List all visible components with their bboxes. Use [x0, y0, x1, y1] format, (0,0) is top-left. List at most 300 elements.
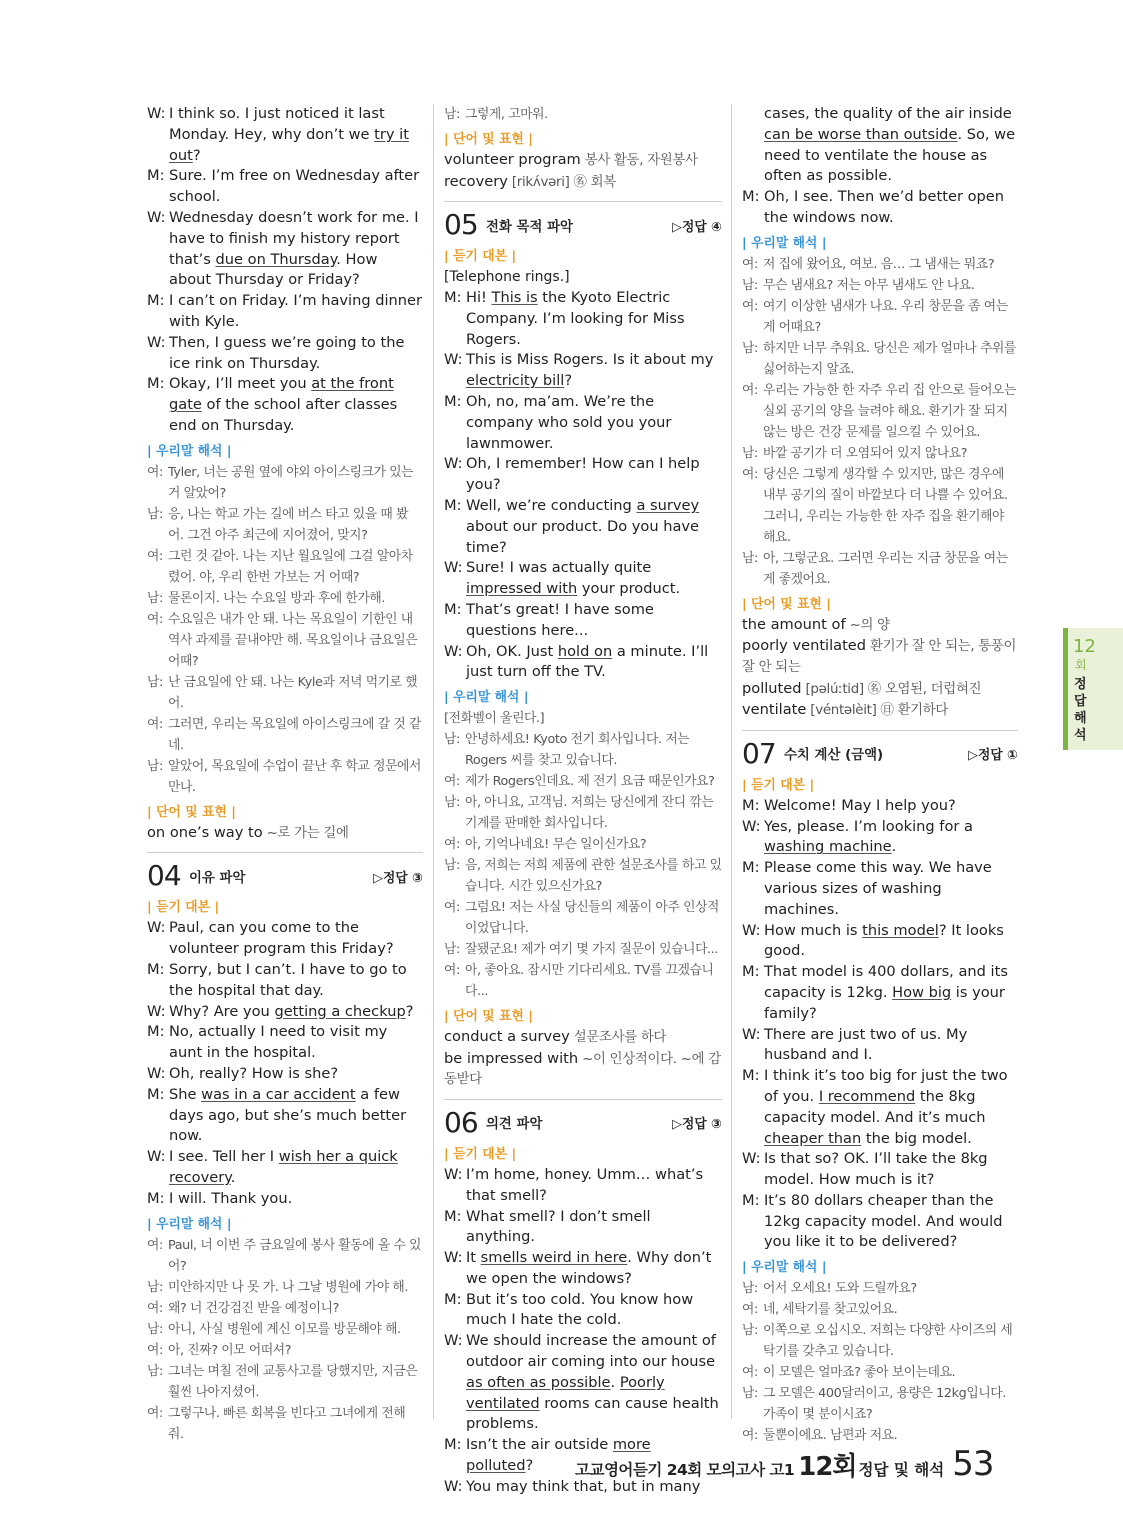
line-text: Hi! This is the Kyoto Electric Company. I’m looking for Miss Rogers. [466, 288, 685, 348]
speaker-label: W: [147, 1002, 166, 1020]
translation-line [742, 443, 1018, 464]
speaker-label: M: [147, 1189, 165, 1207]
speaker-label: M: [444, 288, 462, 306]
line-text: 이 모델은 얼마죠? 좋아 보이는데요. [763, 1365, 956, 1381]
translation-block [147, 462, 423, 798]
dialogue-line [742, 962, 1018, 1024]
speaker-label: 남: [742, 1386, 758, 1402]
line-text: 그런 것 같아. 나는 지난 월요일에 그걸 알아차렸어. 야, 우리 한번 가보는 거 어때? [168, 548, 413, 585]
speaker-label: W: [444, 1165, 463, 1183]
line-text: Paul, can you come to the volunteer program this Friday? [169, 919, 394, 958]
line-text: Oh, OK. Just hold on a minute. I’ll just turn off the TV. [466, 642, 709, 681]
speaker-label: W: [444, 559, 463, 577]
speaker-label: 여: [147, 464, 163, 480]
dialogue-line [147, 1085, 423, 1147]
speaker-label: 여: [147, 1405, 163, 1421]
column-2 [444, 104, 722, 1498]
translation-line [147, 1340, 423, 1361]
translation-line [147, 1277, 423, 1298]
vocab-block [147, 823, 423, 845]
speaker-label: 남: [444, 732, 460, 748]
chapter-side-tab [1063, 628, 1123, 750]
dialogue-line [444, 600, 722, 642]
dialogue-line [147, 333, 423, 375]
line-text: 이쪽으로 오십시오. 저희는 다양한 사이즈의 세탁기를 갖추고 있습니다. [763, 1323, 1013, 1360]
dialogue-line [147, 918, 423, 960]
translation-line [742, 338, 1018, 380]
translation-line [742, 464, 1018, 548]
dialogue-line [444, 1207, 722, 1249]
dialogue-line [147, 208, 423, 291]
line-text: How much is this model? It looks good. [764, 921, 1004, 960]
script-label: | 듣기 대본 | [444, 1146, 517, 1162]
translation-line [147, 672, 423, 714]
line-text: 아, 기억나네요! 무슨 일이신가요? [465, 837, 647, 853]
vocab-label: | 단어 및 표현 | [444, 1009, 533, 1025]
stage-direction: [Telephone rings.] [444, 269, 570, 286]
line-text: Oh, no, ma’am. We’re the company who sold you your lawnmower. [466, 392, 672, 452]
speaker-label: M: [742, 1067, 760, 1085]
speaker-label: 여: [147, 1342, 163, 1358]
speaker-label: 여: [742, 1365, 758, 1381]
vocab-entry: recovery [rikʌ́vəri] ㊔ 회복 [444, 172, 616, 190]
line-text: You may think that, but in many [466, 1477, 701, 1495]
script-label: | 듣기 대본 | [444, 249, 517, 265]
dialogue-line [444, 496, 722, 558]
vocab-entry: on one’s way to ~로 가는 길에 [147, 823, 349, 841]
line-text: I think it’s too big for just the two of you. I recommend the 8kg capacity model. And it’s much cheaper than the big model. [764, 1067, 1008, 1147]
speaker-label: 남: [147, 1363, 163, 1379]
vocab-entry: the amount of ~의 양 [742, 615, 890, 633]
question-title: 수치 계산 (금액) [784, 748, 884, 764]
line-text: 바깥 공기가 더 오염되어 있지 않나요? [763, 445, 968, 461]
line-text: 아, 아니요, 고객님. 저희는 당신에게 잔디 깎는 기계를 판매한 회사입니다. [465, 795, 714, 832]
translation-line [147, 1403, 423, 1445]
line-text: Welcome! May I help you? [764, 796, 956, 814]
translation-line [444, 792, 722, 834]
translation-line [444, 729, 722, 771]
line-text: 네, 세탁기를 찾고있어요. [763, 1302, 898, 1318]
translation-line [147, 609, 423, 672]
dialogue-block [444, 288, 722, 683]
dialogue-block [742, 796, 1018, 1254]
question-title: 의견 파악 [486, 1117, 543, 1133]
speaker-label: 여: [444, 774, 460, 790]
column-3 [742, 104, 1018, 1446]
translation-line [147, 1319, 423, 1340]
speaker-label: W: [147, 1148, 166, 1166]
line-text: We should increase the amount of outdoor air coming into our house as often as possible. Poorly ventilated rooms can cause health problems. [466, 1332, 719, 1433]
answer-label: ▷정답 ④ [672, 219, 722, 235]
line-text: This is Miss Rogers. Is it about my electricity bill? [466, 351, 714, 390]
dialogue-block [742, 104, 1018, 229]
dialogue-line [444, 1331, 722, 1435]
speaker-label: W: [147, 333, 166, 351]
footer-section: 정답 및 해석 [858, 1461, 945, 1479]
line-text: That model is 400 dollars, and its capacity is 12kg. How big is your family? [764, 963, 1008, 1022]
speaker-label: 남: [444, 858, 460, 874]
vocab-block [444, 1027, 722, 1091]
speaker-label: 여: [147, 716, 163, 732]
divider [444, 1099, 722, 1100]
line-text: Please come this way. We have various sizes of washing machines. [764, 859, 992, 918]
speaker-label: 여: [444, 963, 460, 979]
speaker-label: 여: [742, 1428, 758, 1444]
line-text: 그렇구나. 빠른 회복을 빈다고 그녀에게 전해 줘. [168, 1405, 406, 1442]
script-label: | 듣기 대본 | [742, 777, 815, 793]
translation-line [444, 897, 722, 939]
speaker-label: M: [147, 960, 165, 978]
line-text: Tyler, 너는 공원 옆에 야외 아이스링크가 있는 거 알았어? [168, 464, 414, 501]
speaker-label: 여: [147, 548, 163, 564]
line-text: There are just two of us. My husband and I. [764, 1025, 968, 1064]
line-text: 우리는 가능한 한 자주 우리 집 안으로 들어오는 실외 공기의 양을 늘려야 해요. 환기가 잘 되지 않는 방은 건강 문제를 일으킬 수 있어요. [763, 382, 1016, 440]
line-text: Why? Are you getting a checkup? [169, 1002, 414, 1020]
translation-line [444, 960, 722, 1002]
question-number: 04 [147, 859, 181, 893]
speaker-label: 남: [147, 506, 163, 522]
speaker-label: W: [444, 455, 463, 473]
line-text: 저 집에 왔어요, 여보. 음… 그 냄새는 뭐죠? [763, 256, 995, 272]
line-text: Sure! I was actually quite impressed with your product. [466, 559, 681, 598]
translation-label: | 우리말 해석 | [742, 235, 827, 251]
line-text: 어서 오세요! 도와 드릴까요? [763, 1281, 917, 1297]
line-text: Yes, please. I’m looking for a washing machine. [764, 817, 973, 856]
speaker-label: 여: [742, 1302, 758, 1318]
question-number: 07 [742, 736, 776, 770]
speaker-label: W: [444, 642, 463, 660]
question-header-04 [147, 859, 423, 893]
speaker-label: M: [147, 1023, 165, 1041]
side-tab-number: 12 [1073, 636, 1096, 657]
speaker-label: M: [147, 1085, 165, 1103]
speaker-label: 남: [444, 942, 460, 958]
dialogue-line [742, 858, 1018, 920]
dialogue-line [742, 1191, 1018, 1253]
translation-line [147, 546, 423, 588]
translation-line [147, 462, 423, 504]
speaker-label: W: [444, 1249, 463, 1267]
translation-line [742, 254, 1018, 275]
speaker-label: 남: [742, 1281, 758, 1297]
vocab-entry: poorly ventilated 환기가 잘 안 되는, 통풍이 잘 안 되는 [742, 637, 1017, 675]
speaker-label: M: [444, 1436, 462, 1454]
dialogue-line [444, 642, 722, 684]
speaker-label: W: [742, 817, 761, 835]
speaker-label: 남: [742, 550, 758, 566]
translation-line [742, 296, 1018, 338]
dialogue-line [742, 104, 1018, 187]
line-text: But it’s too cold. You know how much I hate the cold. [466, 1290, 694, 1329]
line-text: I can’t on Friday. I’m having dinner with Kyle. [169, 292, 423, 330]
line-text: 무슨 냄새요? 저는 아무 냄새도 안 나요. [763, 277, 975, 293]
line-text: She was in a car accident a few days ago, but she’s much better now. [169, 1085, 407, 1145]
line-text: Is that so? OK. I’ll take the 8kg model. How much is it? [764, 1150, 988, 1189]
line-text: Isn’t the air outside more polluted? [466, 1436, 651, 1475]
speaker-label: W: [147, 208, 166, 226]
speaker-label [742, 104, 764, 187]
translation-label: | 우리말 해석 | [147, 1216, 232, 1232]
line-text: Wednesday doesn’t work for me. I have to finish my history report that’s due on Thursday. How about Thursday or Friday? [169, 208, 419, 289]
speaker-label: W: [147, 1064, 166, 1082]
speaker-label: 여: [444, 837, 460, 853]
translation-line [147, 1361, 423, 1403]
speaker-label: W: [742, 921, 761, 939]
dialogue-line [444, 454, 722, 496]
speaker-label: 남: [147, 1321, 163, 1337]
column-1 [147, 104, 423, 1445]
divider [444, 201, 722, 202]
line-text: It smells weird in here. Why don’t we open the windows? [466, 1249, 712, 1287]
speaker-label: M: [444, 1207, 462, 1225]
line-text: 알았어, 목요일에 수업이 끝난 후 학교 정문에서 만나. [168, 758, 421, 795]
line-text: 아, 진짜? 이모 어떠셔? [168, 1342, 292, 1358]
question-title: 이유 파악 [189, 870, 246, 886]
line-text: 미안하지만 나 못 가. 나 그날 병원에 가야 해. [168, 1279, 409, 1295]
speaker-label: W: [742, 1025, 761, 1043]
line-text: Sure. I’m free on Wednesday after school. [169, 167, 420, 206]
line-text: Then, I guess we’re going to the ice rink on Thursday. [169, 333, 405, 372]
speaker-label: W: [147, 105, 166, 122]
divider [147, 852, 423, 853]
speaker-label: M: [444, 1290, 462, 1308]
line-text: 잘됐군요! 제가 여기 몇 가지 질문이 있습니다... [465, 942, 719, 958]
translation-line [147, 504, 423, 546]
line-text: 난 금요일에 안 돼. 나는 Kyle과 저녁 먹기로 했어. [168, 674, 418, 711]
translation-line [444, 771, 722, 792]
dialogue-block [147, 918, 423, 1209]
line-text: I see. Tell her I wish her a quick recovery. [169, 1148, 398, 1186]
answer-label: ▷정답 ① [968, 748, 1018, 764]
translation-line: 남: 그렇게, 고마워. [444, 107, 548, 122]
question-number: 05 [444, 208, 478, 242]
vocab-label: | 단어 및 표현 | [147, 804, 236, 820]
translation-label: | 우리말 해석 | [147, 443, 232, 459]
dialogue-line [444, 1165, 722, 1207]
speaker-label: W: [444, 1477, 463, 1495]
side-tab-unit: 회 [1075, 658, 1087, 672]
speaker-label: M: [742, 1191, 760, 1209]
dialogue-line [147, 1147, 423, 1189]
dialogue-line [444, 1290, 722, 1332]
speaker-label: M: [444, 496, 462, 514]
script-label: | 듣기 대본 | [147, 900, 220, 916]
side-tab-bar [1063, 628, 1068, 750]
line-text: Well, we’re conducting a survey about our product. Do you have time? [466, 496, 700, 556]
footer-test-number: 12회 [798, 1452, 857, 1482]
line-text: 아, 좋아요. 잠시만 기다리세요. TV를 끄겠습니다... [465, 963, 714, 1000]
line-text: Oh, I remember! How can I help you? [466, 455, 700, 494]
translation-label: | 우리말 해석 | [444, 690, 529, 706]
dialogue-line [147, 1189, 423, 1210]
dialogue-line [147, 104, 423, 166]
line-text: 왜? 너 건강검진 받을 예정이니? [168, 1300, 339, 1316]
translation-line [444, 855, 722, 897]
translation-line [742, 1320, 1018, 1362]
translation-line [147, 588, 423, 609]
translation-label: | 우리말 해석 | [742, 1260, 827, 1276]
line-text: 물론이지. 나는 수요일 방과 후에 한가해. [168, 590, 386, 606]
translation-line [444, 834, 722, 855]
dialogue-line [444, 1248, 722, 1290]
vocab-block [444, 150, 722, 193]
translation-line [742, 1383, 1018, 1425]
line-text: No, actually I need to visit my aunt in the hospital. [169, 1023, 388, 1062]
speaker-label: M: [444, 392, 462, 410]
translation-block [742, 1278, 1018, 1446]
translation-line [147, 756, 423, 798]
speaker-label: 여: [742, 382, 758, 398]
line-text: I’m home, honey. Umm… what’s that smell? [466, 1165, 704, 1204]
page-number: 53 [952, 1444, 994, 1484]
speaker-label: 남: [444, 795, 460, 811]
dialogue-line [147, 960, 423, 1002]
speaker-label: W: [444, 351, 463, 369]
dialogue-line [147, 1002, 423, 1023]
dialogue-line [742, 817, 1018, 859]
dialogue-block [147, 104, 423, 437]
translation-line [742, 1299, 1018, 1320]
line-text: I think so. I just noticed it last Monday. Hey, why don’t we try it out? [169, 105, 409, 164]
dialogue-line [742, 1025, 1018, 1067]
translation-line [742, 1362, 1018, 1383]
column-divider [433, 104, 434, 1419]
line-text: cases, the quality of the air inside can be worse than outside. So, we need to ventilate the house as often as possible. [764, 105, 1016, 185]
question-header-06 [444, 1106, 722, 1140]
speaker-label: 여: [444, 900, 460, 916]
speaker-label: 남: [742, 340, 758, 356]
speaker-label: 남: [147, 674, 163, 690]
speaker-label: M: [742, 859, 760, 877]
dialogue-line [742, 796, 1018, 817]
dialogue-line [742, 1149, 1018, 1191]
speaker-label: 여: [742, 298, 758, 314]
side-tab-label: 정답해석 [1074, 677, 1087, 743]
speaker-label: W: [742, 1150, 761, 1168]
dialogue-line [147, 166, 423, 208]
dialogue-line [444, 392, 722, 454]
translation-line [742, 380, 1018, 443]
column-divider [731, 104, 732, 1419]
line-text: 당신은 그렇게 생각할 수 있지만, 많은 경우에 내부 공기의 질이 바깥보다 더 나쁠 수 있어요. 그러니, 우리는 가능한 한 자주 집을 환기해야 해요. [763, 466, 1008, 545]
speaker-label: M: [147, 292, 165, 310]
dialogue-line [742, 187, 1018, 229]
dialogue-line [147, 291, 423, 333]
line-text: It’s 80 dollars cheaper than the 12kg capacity model. And would you like it to be delivered? [764, 1191, 1003, 1251]
footer-book-title: 고교영어듣기 24회 모의고사 고1 [575, 1461, 795, 1479]
vocab-block [742, 615, 1018, 722]
translation-line [742, 1278, 1018, 1299]
line-text: 제가 Rogers인데요. 제 전기 요금 때문인가요? [465, 774, 715, 790]
question-number: 06 [444, 1105, 478, 1139]
translation-line [147, 1235, 423, 1277]
speaker-label: 남: [147, 758, 163, 774]
dialogue-line [444, 350, 722, 392]
line-text: 하지만 너무 추워요. 당신은 제가 얼마나 추위를 싫어하는지 알죠. [763, 340, 1016, 377]
page-footer [575, 1444, 993, 1484]
line-text: 그녀는 며칠 전에 교통사고를 당했지만, 지금은 훨씬 나아지셨어. [168, 1363, 418, 1400]
speaker-label: 여: [147, 611, 163, 627]
line-text: 그 모델은 400달러이고, 용량은 12kg입니다. 가족이 몇 분이시죠? [763, 1386, 1006, 1423]
translation-line [742, 275, 1018, 296]
translation-block [444, 729, 722, 1002]
vocab-entry: be impressed with ~이 인상적이다. ~에 감동받다 [444, 1049, 721, 1088]
dialogue-line [147, 1022, 423, 1064]
speaker-label: 남: [147, 1279, 163, 1295]
speaker-label: 여: [742, 256, 758, 272]
dialogue-line [444, 558, 722, 600]
line-text: Oh, really? How is she? [169, 1064, 339, 1082]
line-text: What smell? I don’t smell anything. [466, 1207, 651, 1246]
answer-label: ▷정답 ③ [672, 1117, 722, 1133]
line-text: I will. Thank you. [169, 1189, 293, 1207]
line-text: 아, 그렇군요. 그러면 우리는 지금 창문을 여는 게 좋겠어요. [763, 550, 1008, 587]
dialogue-line [444, 288, 722, 350]
vocab-label: | 단어 및 표현 | [742, 596, 831, 612]
speaker-label: 남: [742, 445, 758, 461]
line-text: Paul, 너 이번 주 금요일에 봉사 활동에 올 수 있어? [168, 1237, 422, 1274]
translation-line [444, 939, 722, 960]
speaker-label: M: [742, 188, 760, 206]
speaker-label: M: [742, 796, 760, 814]
speaker-label: 여: [147, 1237, 163, 1253]
speaker-label: M: [742, 963, 760, 981]
vocab-entry: volunteer program 봉사 활동, 자원봉사 [444, 151, 698, 168]
vocab-entry: polluted [pəlúːtid] ㊔ 오염된, 더럽혀진 [742, 679, 982, 697]
dialogue-line [147, 1064, 423, 1085]
line-text: 안녕하세요! Kyoto 전기 회사입니다. 저는 Rogers 씨를 찾고 있습니다. [465, 732, 690, 769]
speaker-label: M: [147, 167, 165, 185]
speaker-label: 남: [147, 590, 163, 606]
line-text: 그러면, 우리는 목요일에 아이스링크에 갈 것 같네. [168, 716, 421, 753]
line-text: Oh, I see. Then we’d better open the windows now. [764, 188, 1005, 226]
question-title: 전화 목적 파악 [486, 219, 573, 235]
dialogue-line [742, 921, 1018, 963]
translation-block [742, 254, 1018, 590]
dialogue-line [742, 1066, 1018, 1149]
vocab-label: | 단어 및 표현 | [444, 132, 533, 147]
line-text: 그럼요! 저는 사실 당신들의 제품이 아주 인상적이었답니다. [465, 900, 720, 937]
divider [742, 730, 1018, 731]
translation-line [742, 548, 1018, 590]
vocab-entry: ventilate [véntəlèit] ㊐ 환기하다 [742, 701, 949, 719]
question-header-07 [742, 737, 1018, 771]
line-text: 음, 저희는 저희 제품에 관한 설문조사를 하고 있습니다. 시간 있으신가요? [465, 858, 722, 895]
line-text: 여기 이상한 냄새가 나요. 우리 창문을 좀 여는 게 어때요? [763, 298, 1008, 335]
line-text: 응, 나는 학교 가는 길에 버스 타고 있을 때 봤어. 그건 아주 최근에 지어졌어, 맞지? [168, 506, 409, 543]
stage-direction-ko: [전화벨이 울린다.] [444, 711, 545, 727]
translation-block [147, 1235, 423, 1445]
answer-label: ▷정답 ③ [373, 870, 423, 886]
dialogue-line [147, 374, 423, 436]
line-text: That’s great! I have some questions here... [466, 600, 654, 639]
translation-line [147, 1298, 423, 1319]
speaker-label: 여: [147, 1300, 163, 1316]
line-text: 둘뿐이에요. 남편과 저요. [763, 1428, 898, 1444]
line-text: 아니, 사실 병원에 계신 이모를 방문해야 해. [168, 1321, 401, 1337]
speaker-label: M: [444, 600, 462, 618]
speaker-label: 여: [742, 466, 758, 482]
line-text: Okay, I’ll meet you at the front gate of the school after classes end on Thursday. [169, 375, 398, 434]
speaker-label: W: [147, 919, 166, 937]
question-header-05 [444, 208, 722, 242]
translation-line [147, 714, 423, 756]
speaker-label: W: [444, 1332, 463, 1350]
speaker-label: 남: [742, 277, 758, 293]
speaker-label: 남: [742, 1323, 758, 1339]
speaker-label: M: [147, 375, 165, 393]
line-text: 수요일은 내가 안 돼. 나는 목요일이 기한인 내 역사 과제를 끝내야만 해. 목요일이나 금요일은 어때? [168, 611, 418, 669]
